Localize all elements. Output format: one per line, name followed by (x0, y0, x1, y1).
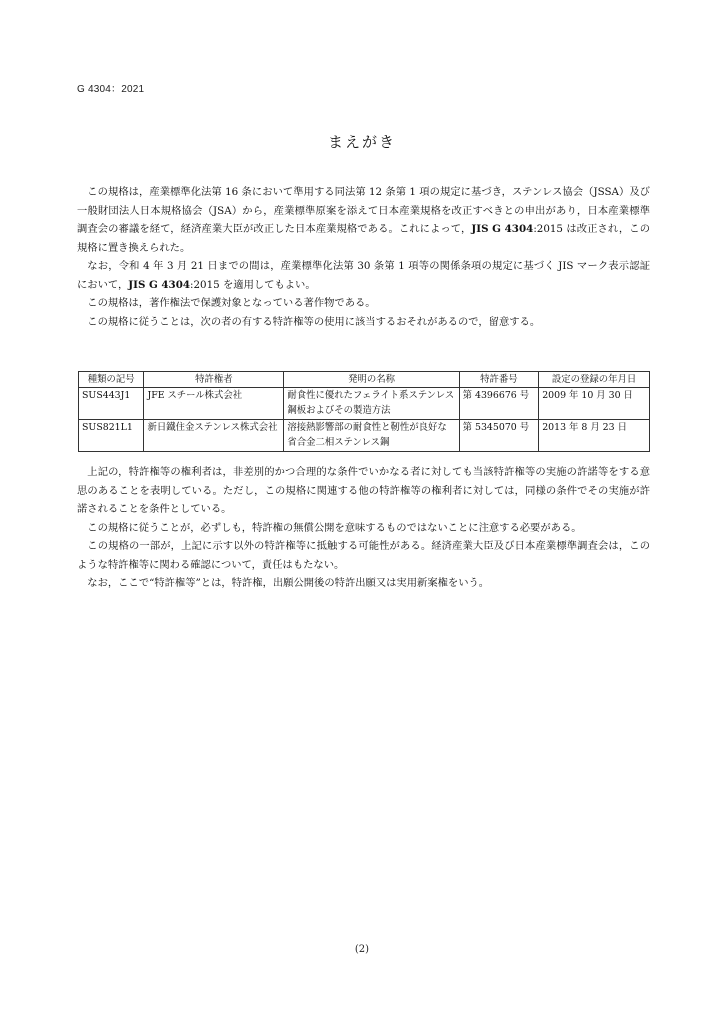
cell-invention-name: 溶接熱影響部の耐食性と靭性が良好な省合金二相ステンレス鋼 (284, 420, 459, 452)
cell-patent-number: 第 4396676 号 (459, 388, 539, 420)
foreword-intro (77, 183, 650, 331)
cell-patent-number: 第 5345070 号 (459, 420, 539, 452)
paragraph-no-free-license: この規格に従うことが，必ずしも，特許権の無償公開を意味するものではないことに注意する必要がある。 (87, 521, 582, 534)
table-row (79, 420, 650, 452)
cell-registration-date: 2013 年 8 月 23 日 (539, 420, 650, 452)
paragraph-definition: なお，ここで“特許権等”とは，特許権，出願公開後の特許出願又は実用新案権をいう。 (87, 577, 490, 589)
jis-reference: JIS G 4304 (471, 223, 534, 235)
column-header-patent-holder: 特許権者 (144, 372, 284, 388)
jis-reference: JIS G 4304 (128, 278, 191, 291)
column-header-type-symbol: 種類の記号 (79, 372, 144, 388)
page-header-standard-code: G 4304：2021 (77, 84, 145, 95)
paragraph-transition-period: なお，令和 4 年 3 月 21 日までの間は，産業標準化法第 30 条第 1 項等の関係条項の規定に基づく JIS マーク表示認証において，JIS G 4304:2015 を適用してもよい。 (77, 260, 650, 291)
patent-table (78, 371, 650, 452)
table-row (79, 388, 650, 420)
paragraph-other-patents: この規格の一部が，上記に示す以外の特許権等に抵触する可能性がある。経済産業大臣及び日本産業標準調査会は，このような特許権等に関わる確認について，責任はもたない。 (77, 540, 650, 571)
cell-type-symbol: SUS821L1 (79, 420, 144, 452)
paragraph-copyright: この規格は，著作権法で保護対象となっている著作物である。 (87, 297, 376, 309)
page-title: まえがき (327, 133, 396, 151)
cell-registration-date: 2009 年 10 月 30 日 (539, 388, 650, 420)
column-header-registration-date: 設定の登録の年月日 (539, 372, 650, 388)
cell-patent-holder: JFE スチール株式会社 (144, 388, 284, 420)
cell-type-symbol: SUS443J1 (79, 388, 144, 420)
paragraph-license-statement: 上記の，特許権等の権利者は，非差別的かつ合理的な条件でいかなる者に対しても当該特許権等の実施の許諾等をする意思のあることを表明している。ただし，この規格に関連する他の特許権等の権利者に対しては，同様の条件でその実施が許諾されることを条件としている。 (77, 466, 650, 515)
paragraph-revision-basis: この規格は，産業標準化法第 16 条において準用する同法第 12 条第 1 項の規定に基づき，ステンレス協会（JSSA）及び一般財団法人日本規格協会（JSA）から，産業標準原案を添えて日本産業規格を改正すべきとの申出があり，日本産業標準調査会の審議を経て，経済産業大臣が改正した日本産業規格である。これによって，JIS G 4304:2015 は改正され，この規格に置き換えられた。 (77, 186, 650, 254)
column-header-invention-name: 発明の名称 (284, 372, 459, 388)
paragraph-patent-notice: この規格に従うことは，次の者の有する特許権等の使用に該当するおそれがあるので，留意する。 (87, 315, 541, 328)
column-header-patent-number: 特許番号 (459, 372, 539, 388)
table-header-row (79, 372, 650, 388)
patent-notes (77, 463, 650, 593)
cell-invention-name: 耐食性に優れたフェライト系ステンレス鋼板およびその製造方法 (284, 388, 459, 420)
cell-patent-holder: 新日鐵住金ステンレス株式会社 (144, 420, 284, 452)
page-number: (2) (354, 944, 370, 955)
